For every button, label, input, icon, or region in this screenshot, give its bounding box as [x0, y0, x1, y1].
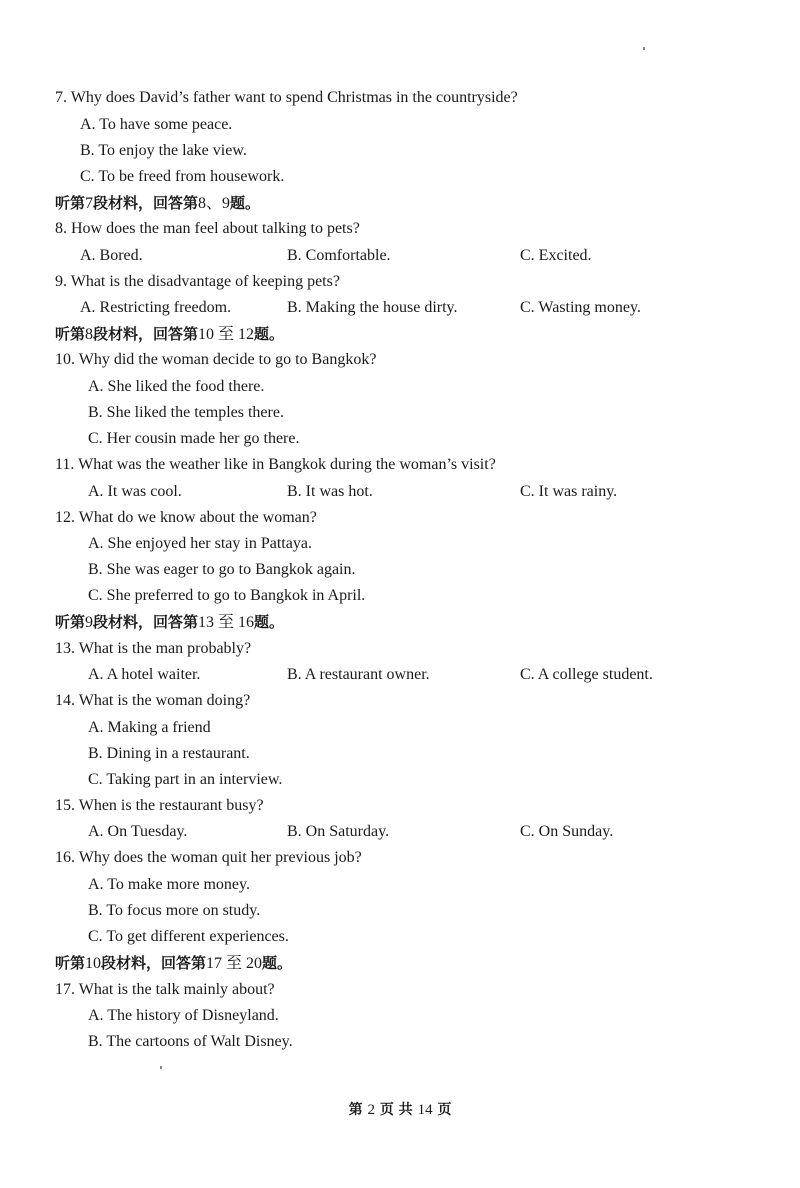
question-8-option-c: C. Excited.: [520, 247, 592, 264]
question-11-option-b: B. It was hot.: [287, 483, 373, 500]
question-14-option-c: C. Taking part in an interview.: [88, 771, 283, 788]
footer-text: 第: [348, 1102, 363, 1118]
question-13-option-b: B. A restaurant owner.: [287, 666, 430, 683]
question-16-option-b: B. To focus more on study.: [88, 902, 261, 919]
section-question-range: 8、9: [198, 195, 231, 212]
question-12-option-c: C. She preferred to go to Bangkok in April.: [88, 587, 366, 604]
section-heading-text: 听第: [55, 325, 86, 343]
page-footer: [0, 1100, 800, 1120]
question-17-option-b: B. The cartoons of Walt Disney.: [88, 1033, 293, 1050]
section-heading-7: [55, 193, 260, 214]
section-heading-text: 题。: [262, 954, 293, 972]
section-heading-text: 段材料，回答第: [93, 325, 199, 343]
question-11-option-a: A. It was cool.: [88, 483, 182, 500]
section-number: 10: [85, 955, 102, 972]
question-17-stem: 17. What is the talk mainly about?: [55, 981, 275, 998]
section-heading-text: 题。: [254, 325, 285, 343]
section-heading-text: 段材料，回答第: [101, 954, 207, 972]
question-12-stem: 12. What do we know about the woman?: [55, 509, 317, 526]
total-pages: 14: [417, 1102, 433, 1118]
question-7-option-a: A. To have some peace.: [80, 116, 233, 133]
section-question-range: 13 至 16: [198, 614, 255, 631]
question-8-option-a: A. Bored.: [80, 247, 143, 264]
section-heading-text: 题。: [230, 194, 261, 212]
section-heading-text: 听第: [55, 954, 86, 972]
section-number: 8: [85, 326, 94, 343]
question-10-option-b: B. She liked the temples there.: [88, 404, 284, 421]
section-number: 9: [85, 614, 94, 631]
question-15-stem: 15. When is the restaurant busy?: [55, 797, 264, 814]
question-14-option-b: B. Dining in a restaurant.: [88, 745, 250, 762]
question-17-option-a: A. The history of Disneyland.: [88, 1007, 279, 1024]
question-7-option-b: B. To enjoy the lake view.: [80, 142, 247, 159]
question-10-stem: 10. Why did the woman decide to go to Bangkok?: [55, 351, 377, 368]
section-heading-10: [55, 953, 292, 974]
question-15-option-c: C. On Sunday.: [520, 823, 614, 840]
section-heading-text: 段材料，回答第: [93, 194, 199, 212]
question-12-option-a: A. She enjoyed her stay in Pattaya.: [88, 535, 312, 552]
section-question-range: 10 至 12: [198, 326, 255, 343]
question-13-option-a: A. A hotel waiter.: [88, 666, 201, 683]
question-10-option-c: C. Her cousin made her go there.: [88, 430, 300, 447]
section-heading-8: [55, 324, 284, 345]
section-heading-text: 题。: [254, 613, 285, 631]
question-7-option-c: C. To be freed from housework.: [80, 168, 285, 185]
question-15-option-a: A. On Tuesday.: [88, 823, 188, 840]
question-9-option-c: C. Wasting money.: [520, 299, 641, 316]
question-11-option-c: C. It was rainy.: [520, 483, 618, 500]
scan-mark: [160, 1066, 162, 1069]
footer-text: 页 共: [379, 1102, 413, 1118]
footer-text: 页: [437, 1102, 452, 1118]
question-9-option-a: A. Restricting freedom.: [80, 299, 232, 316]
question-13-stem: 13. What is the man probably?: [55, 640, 252, 657]
question-8-option-b: B. Comfortable.: [287, 247, 391, 264]
question-14-stem: 14. What is the woman doing?: [55, 692, 251, 709]
section-heading-9: [55, 612, 284, 633]
question-8-stem: 8. How does the man feel about talking to pets?: [55, 220, 360, 237]
question-16-option-c: C. To get different experiences.: [88, 928, 289, 945]
question-9-stem: 9. What is the disadvantage of keeping pets?: [55, 273, 340, 290]
question-10-option-a: A. She liked the food there.: [88, 378, 265, 395]
section-question-range: 17 至 20: [206, 955, 263, 972]
question-14-option-a: A. Making a friend: [88, 719, 211, 736]
question-9-option-b: B. Making the house dirty.: [287, 299, 458, 316]
question-12-option-b: B. She was eager to go to Bangkok again.: [88, 561, 356, 578]
question-15-option-b: B. On Saturday.: [287, 823, 390, 840]
section-heading-text: 听第: [55, 194, 86, 212]
section-heading-text: 听第: [55, 613, 86, 631]
scan-mark: [643, 47, 645, 50]
question-16-stem: 16. Why does the woman quit her previous job?: [55, 849, 362, 866]
page-number: 2: [367, 1102, 375, 1118]
question-7-stem: 7. Why does David’s father want to spend Christmas in the countryside?: [55, 89, 518, 106]
question-13-option-c: C. A college student.: [520, 666, 653, 683]
question-16-option-a: A. To make more money.: [88, 876, 250, 893]
section-number: 7: [85, 195, 94, 212]
question-11-stem: 11. What was the weather like in Bangkok during the woman’s visit?: [55, 456, 496, 473]
section-heading-text: 段材料，回答第: [93, 613, 199, 631]
